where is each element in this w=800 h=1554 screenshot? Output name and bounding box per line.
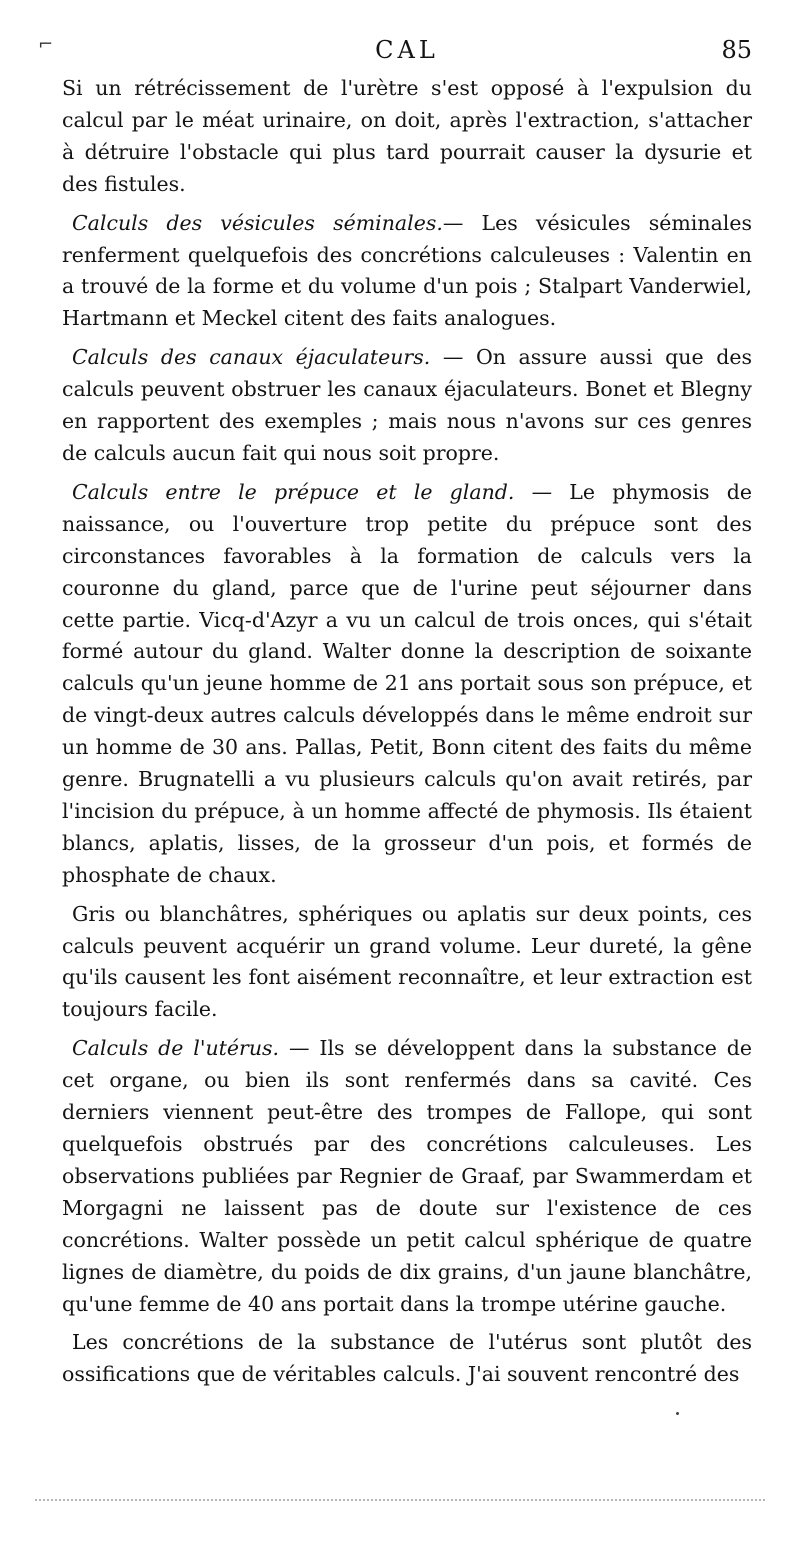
paragraph-text: — Ils se développent dans la substance de cet organe, ou bien ils sont renfermés dans sa cavité. Ces derniers viennent peut-être des trompes de Fallope, qui sont quelquefois obstrués par des concrétions calculeuses. Les observations publiées par Regnier de Graaf, par Swammerdam et Morgagni ne laissent pas de doute sur l'existence de ces concrétions. Walter possède un petit calcul sphérique de quatre lignes de diamètre, du poids de dix grains, d'un jaune blanchâtre, qu'une femme de 40 ans portait dans la trompe utérine gauche.	[62, 1036, 752, 1316]
section-heading: Calculs de l'utérus.	[72, 1036, 280, 1061]
paragraph-urethre	[62, 73, 752, 201]
paragraph-concretions-uterus	[62, 1327, 752, 1391]
paragraph-text: — Les vésicules séminales renferment quelquefois des concrétions calculeuses : Valentin en a trouvé de la forme et du volume d'un pois ; Stalpart Vanderwiel, Hartmann et Meckel citent des faits analogues.	[62, 210, 752, 331]
page-edge-dotted-line	[35, 1499, 765, 1502]
corner-mark: ⌐	[38, 34, 54, 55]
section-heading: Calculs des canaux éjaculateurs.	[72, 345, 431, 370]
paragraph-uterus	[62, 1033, 752, 1320]
paragraph-text: Les concrétions de la substance de l'utérus sont plutôt des ossifications que de véritables calculs. J'ai souvent rencontré des	[62, 1330, 752, 1387]
paragraph-canaux-ejaculateurs	[62, 342, 752, 470]
paragraph-gris-blanchatres	[62, 899, 752, 1027]
paragraph-vesicules-seminales	[62, 208, 752, 336]
section-heading: Calculs des vésicules séminales.	[72, 210, 443, 235]
paragraph-text: Gris ou blanchâtres, sphériques ou aplatis sur deux points, ces calculs peuvent acquérir un grand volume. Leur dureté, la gêne qu'ils causent les font aisément reconnaître, et leur extraction est toujours facile.	[62, 901, 752, 1022]
ink-speck	[676, 1412, 679, 1415]
paragraph-text: Si un rétrécissement de l'urètre s'est opposé à l'expulsion du calcul par le méat urinaire, on doit, après l'extraction, s'attacher à détruire l'obstacle qui plus tard pourrait causer la dysurie et des fistules.	[62, 76, 752, 196]
running-head: CAL	[375, 36, 439, 64]
section-heading: Calculs entre le prépuce et le gland.	[72, 479, 515, 504]
page-number: 85	[721, 36, 752, 64]
paragraph-text: — Le phymosis de naissance, ou l'ouverture trop petite du prépuce sont des circonstances favorables à la formation de calculs vers la couronne du gland, parce que de l'urine peut séjourner dans cette partie. Vicq-d'Azyr a vu un calcul de trois onces, qui s'était formé autour du gland. Walter donne la description de soixante calculs qu'un jeune homme de 21 ans portait sous son prépuce, et de vingt-deux autres calculs développés dans le même endroit sur un homme de 30 ans. Pallas, Petit, Bonn citent des faits du même genre. Brugnatelli a vu plusieurs calculs qu'on avait retirés, par l'incision du prépuce, à un homme affecté de phymosis. Ils étaient blancs, aplatis, lisses, de la grosseur d'un pois, et formés de phosphate de chaux.	[62, 479, 752, 887]
paragraph-text: — On assure aussi que des calculs peuvent obstruer les canaux éjaculateurs. Bonet et Blegny en rapportent des exemples ; mais nous n'avons sur ces genres de calculs aucun fait qui nous soit propre.	[62, 345, 752, 465]
body-text	[62, 73, 752, 1398]
paragraph-prepuce-gland	[62, 477, 752, 892]
page-header	[38, 34, 752, 68]
